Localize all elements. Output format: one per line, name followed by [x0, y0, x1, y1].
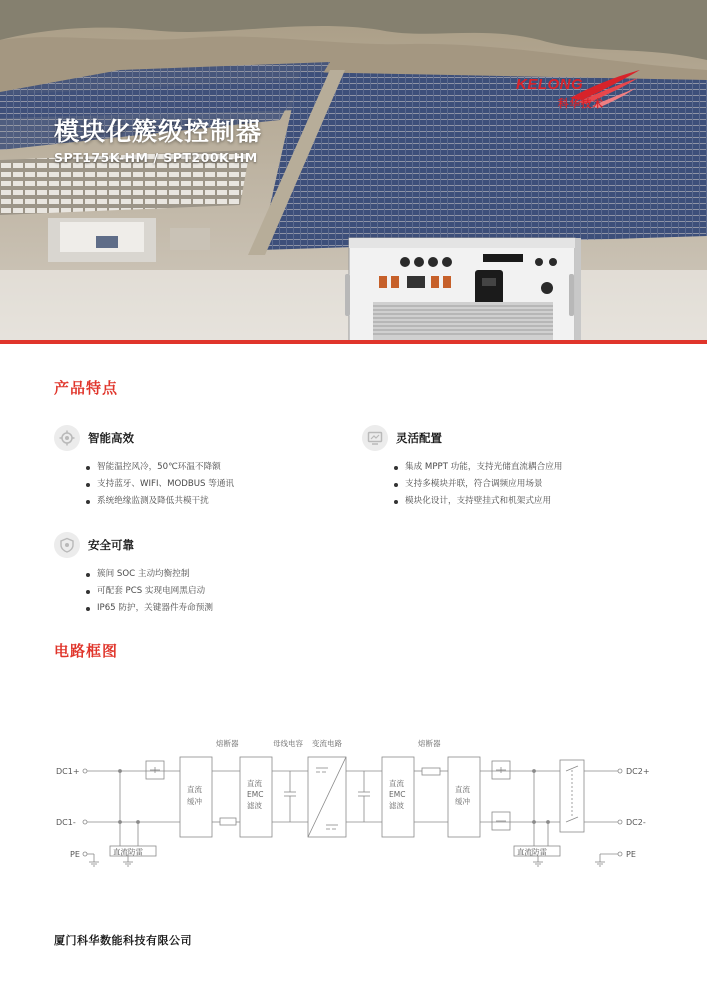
- block-emc-left-l2: EMC: [247, 790, 264, 799]
- controller-device-image: [343, 232, 583, 342]
- list-item: IP65 防护，关键器件寿命预测: [86, 600, 354, 617]
- block-dc-buffer-right-l2: 缓冲: [455, 797, 470, 806]
- lightning-protection-right: 直流防雷: [517, 847, 547, 857]
- feature-title: 安全可靠: [88, 538, 134, 552]
- list-item: 簇间 SOC 主动均衡控制: [86, 566, 354, 583]
- shield-icon: [54, 532, 80, 558]
- block-emc-left-l1: 直流: [247, 779, 262, 788]
- label-fuse-left: 熔断器: [216, 739, 239, 748]
- block-emc-right-l3: 滤波: [389, 801, 404, 810]
- hero-banner: [0, 0, 707, 342]
- logo-text-en: KELONG: [516, 76, 584, 93]
- logo-text-cn: 科华技术: [558, 98, 604, 110]
- terminal-dc1-neg: DC1-: [56, 818, 76, 827]
- kelong-logo: [512, 68, 642, 114]
- terminal-dc2-neg: DC2-: [626, 818, 646, 827]
- block-dc-buffer-left-l2: 缓冲: [187, 797, 202, 806]
- block-emc-right-l2: EMC: [389, 790, 406, 799]
- feature-flexible-config: [362, 425, 662, 510]
- block-dc-buffer-left-l1: 直流: [187, 785, 202, 794]
- gear-icon: [54, 425, 80, 451]
- circuit-heading: 电路框图: [54, 642, 119, 660]
- feature-title: 智能高效: [88, 431, 134, 445]
- feature-bullet-list: [394, 459, 662, 510]
- circuit-block-diagram: [40, 730, 670, 880]
- feature-header: [362, 425, 662, 451]
- company-name: 厦门科华数能科技有限公司: [54, 934, 192, 947]
- list-item: 模块化设计，支持壁挂式和机架式应用: [394, 493, 662, 510]
- terminal-dc1-pos: DC1+: [56, 767, 80, 776]
- list-item: 集成 MPPT 功能，支持光储直流耦合应用: [394, 459, 662, 476]
- feature-title: 灵活配置: [396, 431, 442, 445]
- list-item: 智能温控风冷，50℃环温不降额: [86, 459, 354, 476]
- feature-header: [54, 425, 354, 451]
- label-bus-capacitor: 母线电容: [273, 739, 303, 748]
- list-item: 系统绝缘监测及降低共模干扰: [86, 493, 354, 510]
- monitor-icon: [362, 425, 388, 451]
- list-item: 可配套 PCS 实现电网黑启动: [86, 583, 354, 600]
- accent-divider: [0, 340, 707, 344]
- feature-safe-reliable: [54, 532, 354, 617]
- features-heading: 产品特点: [54, 379, 119, 397]
- block-dc-buffer-right-l1: 直流: [455, 785, 470, 794]
- label-dcdc-circuit: 变流电路: [312, 739, 342, 748]
- product-title: 模块化簇级控制器: [54, 117, 263, 146]
- feature-bullet-list: [86, 566, 354, 617]
- product-models: SPT175K-HM / SPT200K-HM: [54, 150, 258, 165]
- list-item: 支持多模块并联，符合调频应用场景: [394, 476, 662, 493]
- block-emc-right-l1: 直流: [389, 779, 404, 788]
- terminal-pe-left: PE: [70, 850, 80, 859]
- feature-bullet-list: [86, 459, 354, 510]
- feature-header: [54, 532, 354, 558]
- feature-smart-efficient: [54, 425, 354, 510]
- list-item: 支持蓝牙、WIFI、MODBUS 等通讯: [86, 476, 354, 493]
- block-emc-left-l3: 滤波: [247, 801, 262, 810]
- label-fuse-right: 熔断器: [418, 739, 441, 748]
- lightning-protection-left: 直流防雷: [113, 847, 143, 857]
- terminal-dc2-pos: DC2+: [626, 767, 650, 776]
- terminal-pe-right: PE: [626, 850, 636, 859]
